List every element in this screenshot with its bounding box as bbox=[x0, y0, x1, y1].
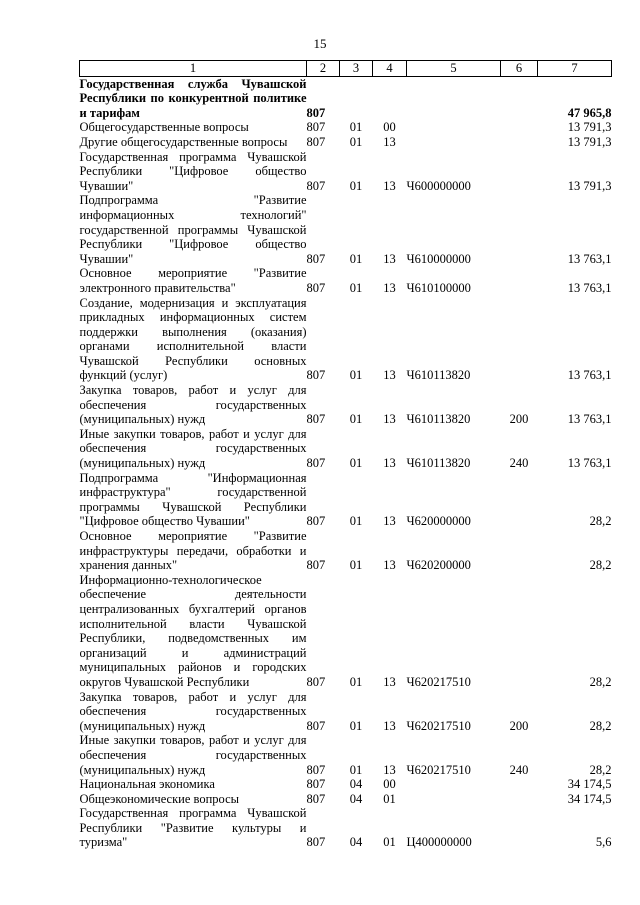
row-expense-type: 200 bbox=[509, 718, 529, 733]
row-expense-type bbox=[501, 573, 538, 690]
row-subsection: 13 bbox=[383, 251, 396, 266]
row-expense-type bbox=[501, 806, 538, 850]
table-row bbox=[80, 573, 612, 690]
row-subsection: 13 bbox=[383, 762, 396, 777]
row-ministry-code: 807 bbox=[306, 178, 326, 193]
row-name: Иные закупки товаров, работ и услуг для обеспечения государственных (муниципальных) нужд bbox=[79, 733, 307, 777]
row-expense-type bbox=[501, 120, 538, 135]
row-target-article: Ч620217510 bbox=[406, 718, 471, 733]
row-expense-type bbox=[501, 792, 538, 807]
row-amount: 47 965,8 bbox=[567, 105, 612, 120]
row-expense-type bbox=[501, 471, 538, 529]
header-row bbox=[80, 61, 612, 77]
row-target-article: Ц400000000 bbox=[406, 835, 472, 850]
row-name: Государственная программа Чувашской Республики "Цифровое общество Чувашии" bbox=[79, 149, 307, 193]
row-amount: 13 791,3 bbox=[567, 178, 612, 193]
row-amount: 13 763,1 bbox=[567, 412, 612, 427]
row-section: 04 bbox=[349, 791, 363, 806]
row-target-article: Ч620217510 bbox=[406, 674, 471, 689]
row-amount: 5,6 bbox=[595, 835, 612, 850]
row-ministry-code: 807 bbox=[306, 777, 326, 792]
row-ministry-code: 807 bbox=[306, 280, 326, 295]
header-col-4: 4 bbox=[373, 61, 407, 77]
row-name: Подпрограмма "Развитие информационных технологий" государственной программы Чувашской Республики "Цифровое общество Чувашии" bbox=[79, 193, 307, 266]
budget-table bbox=[79, 60, 612, 850]
row-ministry-code: 807 bbox=[306, 791, 326, 806]
row-target-article: Ч610113820 bbox=[406, 456, 471, 471]
row-subsection: 01 bbox=[383, 835, 396, 850]
row-subsection: 13 bbox=[383, 134, 396, 149]
row-expense-type: 240 bbox=[509, 762, 529, 777]
row-amount: 13 791,3 bbox=[567, 134, 612, 149]
row-target-article: Ч600000000 bbox=[406, 178, 471, 193]
row-amount: 28,2 bbox=[589, 558, 612, 573]
row-ministry-code: 807 bbox=[306, 835, 326, 850]
row-expense-type bbox=[501, 266, 538, 295]
row-ministry-code: 807 bbox=[306, 412, 326, 427]
header-col-5: 5 bbox=[407, 61, 501, 77]
row-amount: 13 763,1 bbox=[567, 368, 612, 383]
row-section: 01 bbox=[349, 558, 363, 573]
row-expense-type bbox=[501, 296, 538, 384]
header-col-1: 1 bbox=[80, 61, 307, 77]
row-subsection: 13 bbox=[383, 456, 396, 471]
table-row bbox=[80, 76, 612, 120]
row-expense-type bbox=[501, 529, 538, 573]
row-amount: 28,2 bbox=[589, 718, 612, 733]
row-target-article bbox=[407, 792, 501, 807]
table-row bbox=[80, 792, 612, 807]
row-ministry-code: 807 bbox=[306, 558, 326, 573]
table-row bbox=[80, 471, 612, 529]
row-section: 04 bbox=[349, 777, 363, 792]
row-target-article: Ч610113820 bbox=[406, 412, 471, 427]
row-section: 01 bbox=[349, 762, 363, 777]
row-name: Государственная программа Чувашской Республики "Развитие культуры и туризма" bbox=[79, 806, 307, 850]
row-subsection: 13 bbox=[383, 412, 396, 427]
row-subsection bbox=[373, 76, 407, 120]
row-subsection: 13 bbox=[383, 368, 396, 383]
row-ministry-code: 807 bbox=[306, 120, 326, 135]
row-amount: 28,2 bbox=[589, 762, 612, 777]
header-col-7: 7 bbox=[538, 61, 612, 77]
row-section: 04 bbox=[349, 835, 363, 850]
row-subsection: 13 bbox=[383, 280, 396, 295]
row-name: Общегосударственные вопросы bbox=[79, 120, 249, 135]
table-row bbox=[80, 150, 612, 194]
row-name: Основное мероприятие "Развитие инфраструктуры передачи, обработки и хранения данных" bbox=[79, 529, 307, 573]
row-section: 01 bbox=[349, 251, 363, 266]
row-subsection: 00 bbox=[383, 777, 396, 792]
table-row bbox=[80, 529, 612, 573]
row-target-article: Ч620217510 bbox=[406, 762, 471, 777]
row-name: Информационно-технологическое обеспечение деятельности централизованных бухгалтерий органов исполнительной власти Чувашской Республики, подведомственных им организаций и администраций муниципальных районов и городских округов Чувашской Республики bbox=[79, 572, 307, 689]
page-number: 15 bbox=[313, 36, 327, 51]
table-row bbox=[80, 135, 612, 150]
row-ministry-code: 807 bbox=[306, 718, 326, 733]
row-target-article bbox=[407, 120, 501, 135]
row-expense-type: 200 bbox=[509, 412, 529, 427]
row-amount: 34 174,5 bbox=[567, 777, 612, 792]
row-target-article bbox=[407, 777, 501, 792]
row-amount: 13 763,1 bbox=[567, 456, 612, 471]
row-section: 01 bbox=[349, 412, 363, 427]
row-ministry-code: 807 bbox=[306, 762, 326, 777]
row-section: 01 bbox=[349, 178, 363, 193]
row-expense-type bbox=[501, 76, 538, 120]
table-row bbox=[80, 777, 612, 792]
row-amount: 28,2 bbox=[589, 514, 612, 529]
row-name: Иные закупки товаров, работ и услуг для обеспечения государственных (муниципальных) нужд bbox=[79, 426, 307, 471]
table-row bbox=[80, 427, 612, 471]
row-expense-type: 240 bbox=[509, 456, 529, 471]
row-amount: 13 763,1 bbox=[567, 280, 612, 295]
row-name: Государственная служба Чувашской Республики по конкурентной политике и тарифам bbox=[79, 76, 307, 120]
row-expense-type bbox=[501, 150, 538, 194]
row-name: Создание, модернизация и эксплуатация прикладных информационных систем поддержки выполнения (оказания) органами исполнительной власти Чувашской Республики основных функций (услуг) bbox=[79, 295, 307, 383]
table-row bbox=[80, 806, 612, 850]
table-row bbox=[80, 383, 612, 427]
row-ministry-code: 807 bbox=[306, 514, 326, 529]
row-ministry-code: 807 bbox=[306, 674, 326, 689]
row-subsection: 13 bbox=[383, 514, 396, 529]
row-section bbox=[340, 76, 373, 120]
row-subsection: 00 bbox=[383, 120, 396, 135]
row-expense-type bbox=[501, 193, 538, 266]
row-section: 01 bbox=[349, 368, 363, 383]
row-section: 01 bbox=[349, 514, 363, 529]
row-ministry-code: 807 bbox=[306, 368, 326, 383]
row-section: 01 bbox=[349, 674, 363, 689]
header-col-3: 3 bbox=[340, 61, 373, 77]
row-name: Другие общегосударственные вопросы bbox=[79, 134, 288, 149]
row-name: Национальная экономика bbox=[79, 777, 215, 792]
row-target-article: Ч620000000 bbox=[406, 514, 471, 529]
header-col-2: 2 bbox=[307, 61, 340, 77]
row-name: Основное мероприятие "Развитие электронного правительства" bbox=[79, 266, 307, 295]
row-amount: 13 791,3 bbox=[567, 120, 612, 135]
row-subsection: 13 bbox=[383, 178, 396, 193]
table-row bbox=[80, 266, 612, 295]
table-row bbox=[80, 690, 612, 734]
table-row bbox=[80, 733, 612, 777]
row-section: 01 bbox=[349, 456, 363, 471]
header-col-6: 6 bbox=[501, 61, 538, 77]
row-name: Подпрограмма "Информационная инфраструктура" государственной программы Чувашской Республики "Цифровое общество Чувашии" bbox=[79, 470, 307, 529]
row-amount: 28,2 bbox=[589, 674, 612, 689]
row-subsection: 01 bbox=[383, 791, 396, 806]
row-section: 01 bbox=[349, 120, 363, 135]
row-ministry-code: 807 bbox=[306, 456, 326, 471]
row-target-article bbox=[407, 135, 501, 150]
row-section: 01 bbox=[349, 718, 363, 733]
row-target-article: Ч610113820 bbox=[406, 368, 471, 383]
table-row bbox=[80, 296, 612, 384]
row-subsection: 13 bbox=[383, 718, 396, 733]
row-target-article bbox=[407, 76, 501, 120]
row-expense-type bbox=[501, 135, 538, 150]
row-ministry-code: 807 bbox=[306, 251, 326, 266]
row-section: 01 bbox=[349, 280, 363, 295]
row-name: Общеэкономические вопросы bbox=[79, 791, 240, 806]
table-row bbox=[80, 120, 612, 135]
row-target-article: Ч610100000 bbox=[406, 280, 471, 295]
row-target-article: Ч610000000 bbox=[406, 251, 471, 266]
row-section: 01 bbox=[349, 134, 363, 149]
row-subsection: 13 bbox=[383, 674, 396, 689]
row-target-article: Ч620200000 bbox=[406, 558, 471, 573]
row-ministry-code: 807 bbox=[306, 105, 326, 120]
row-expense-type bbox=[501, 777, 538, 792]
table-row bbox=[80, 193, 612, 266]
row-ministry-code: 807 bbox=[306, 134, 326, 149]
row-name: Закупка товаров, работ и услуг для обеспечения государственных (муниципальных) нужд bbox=[79, 689, 307, 733]
row-subsection: 13 bbox=[383, 558, 396, 573]
row-amount: 13 763,1 bbox=[567, 251, 612, 266]
row-amount: 34 174,5 bbox=[567, 791, 612, 806]
row-name: Закупка товаров, работ и услуг для обеспечения государственных (муниципальных) нужд bbox=[79, 383, 307, 427]
